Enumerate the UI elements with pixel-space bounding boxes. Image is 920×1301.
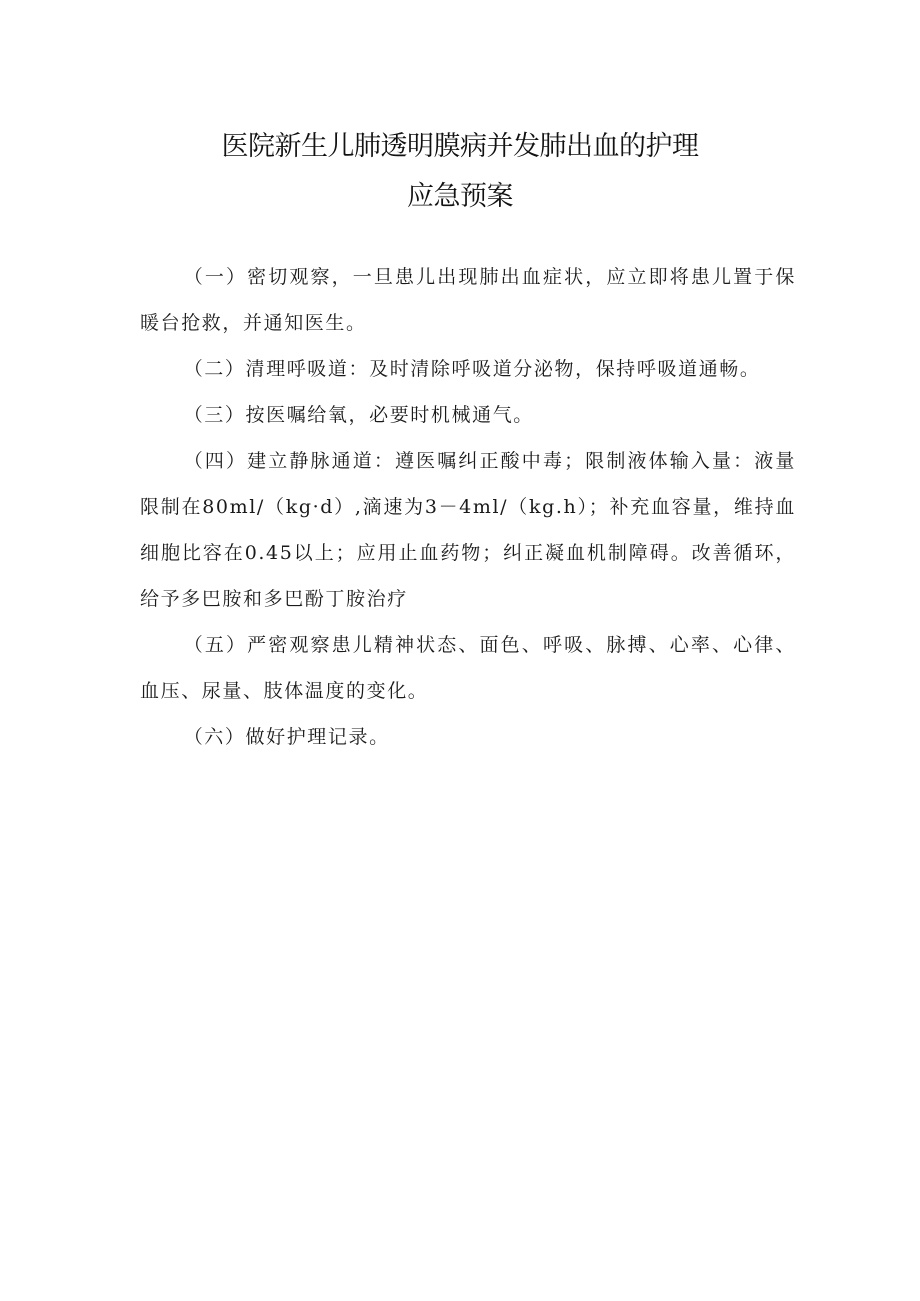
paragraph-3: （三）按医嘱给氧，必要时机械通气。 [183,404,534,426]
paragraph-6: （六）做好护理记录。 [183,726,390,748]
paragraph-5: （五）严密观察患儿精神状态、面色、呼吸、脉搏、心率、心律、血压、尿量、肢体温度的变化。 [140,634,796,702]
paragraph-2: （二）清理呼吸道：及时清除呼吸道分泌物，保持呼吸道通畅。 [183,358,761,380]
document-body [140,254,796,760]
paragraph-4: （四）建立静脉通道：遵医嘱纠正酸中毒；限制液体输入量：液量限制在80ml/（kg·d）,滴速为3－4ml/（kg.h）；补充血容量，维持血细胞比容在0.45以上；应用止血药物；纠正凝血机制障碍。改善循环，给予多巴胺和多巴酚丁胺治疗 [140,450,796,610]
document-title-line1: 医院新生儿肺透明膜病并发肺出血的护理 [221,131,699,162]
document-title-line2: 应急预案 [407,181,513,212]
paragraph-1: （一）密切观察，一旦患儿出现肺出血症状，应立即将患儿置于保暖台抢救，并通知医生。 [140,266,796,334]
